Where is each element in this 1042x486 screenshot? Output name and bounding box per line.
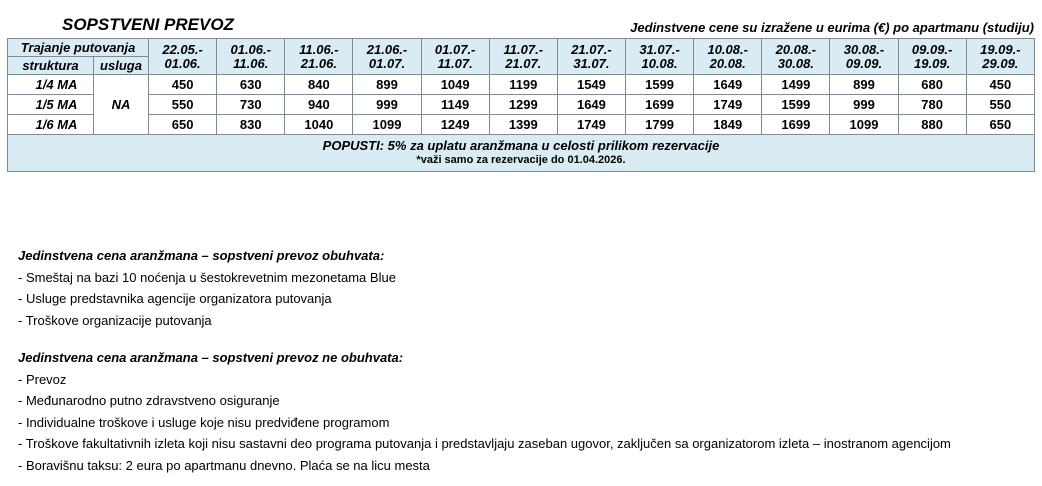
list-item: - Troškove fakultativnih izleta koji nisu sastavni deo programa putovanja i predstavljaju zaseban ugovor, zaključen sa organizatorom izleta – inostranom agencijom	[18, 436, 951, 451]
period-header: 22.05.- 01.06.	[149, 39, 217, 75]
table-row	[8, 115, 1035, 135]
price-cell: 1699	[626, 95, 694, 115]
price-cell: 1099	[353, 115, 421, 135]
period-header: 20.08.- 30.08.	[762, 39, 830, 75]
price-cell: 1849	[694, 115, 762, 135]
price-cell: 940	[285, 95, 353, 115]
discount-text: POPUSTI: 5% za uplatu aranžmana u celosti prilikom rezervacije	[322, 138, 720, 153]
price-cell: 1549	[557, 75, 625, 95]
discount-note: *važi samo za rezervacije do 01.04.2026.	[416, 154, 626, 166]
price-cell: 730	[217, 95, 285, 115]
price-note: Jedinstvene cene su izražene u eurima (€) po apartmanu (studiju)	[630, 20, 1034, 35]
list-item: - Boravišnu taksu: 2 eura po apartmanu dnevno. Plaća se na licu mesta	[18, 457, 430, 473]
price-cell: 780	[898, 95, 966, 115]
list-item: - Međunarodno putno zdravstveno osiguranje	[18, 393, 280, 408]
list-item: - Usluge predstavnika agencije organizatora putovanja	[18, 291, 332, 306]
list-item: - Prevoz	[18, 371, 67, 387]
price-cell: 1040	[285, 115, 353, 135]
period-header: 21.07.- 31.07.	[557, 39, 625, 75]
price-cell: 450	[149, 75, 217, 95]
period-header: 19.09.- 29.09.	[966, 39, 1034, 75]
price-cell: 840	[285, 75, 353, 95]
price-table	[7, 38, 1035, 172]
price-cell: 450	[966, 75, 1034, 95]
period-header: 11.06.- 21.06.	[285, 39, 353, 75]
price-cell: 1199	[489, 75, 557, 95]
price-cell: 1149	[421, 95, 489, 115]
period-header: 11.07.- 21.07.	[489, 39, 557, 75]
price-cell: 999	[830, 95, 898, 115]
list-item: - Individualne troškove i usluge koje nisu predviđene programom	[18, 414, 390, 430]
price-cell: 1699	[762, 115, 830, 135]
price-cell: 1299	[489, 95, 557, 115]
service-value: NA	[94, 75, 149, 135]
price-cell: 1749	[694, 95, 762, 115]
service-label: usluga	[94, 57, 149, 75]
structure-label: struktura	[8, 57, 94, 75]
price-cell: 1399	[489, 115, 557, 135]
table-row	[8, 75, 1035, 95]
list-item: - Smeštaj na bazi 10 noćenja u šestokrevetnim mezonetama Blue	[18, 269, 396, 285]
table-row	[8, 95, 1035, 115]
excludes-section	[18, 347, 951, 476]
price-cell: 1499	[762, 75, 830, 95]
price-cell: 830	[217, 115, 285, 135]
includes-section	[18, 245, 396, 331]
period-header: 31.07.- 10.08.	[626, 39, 694, 75]
price-cell: 880	[898, 115, 966, 135]
price-cell: 550	[966, 95, 1034, 115]
room-type: 1/5 MA	[8, 95, 94, 115]
period-header: 01.07.- 11.07.	[421, 39, 489, 75]
price-cell: 1649	[557, 95, 625, 115]
period-header: 09.09.- 19.09.	[898, 39, 966, 75]
price-cell: 1049	[421, 75, 489, 95]
period-header: 30.08.- 09.09.	[830, 39, 898, 75]
duration-label: Trajanje putovanja	[8, 39, 149, 57]
period-header: 10.08.- 20.08.	[694, 39, 762, 75]
room-type: 1/6 MA	[8, 115, 94, 135]
price-cell: 1099	[830, 115, 898, 135]
price-cell: 999	[353, 95, 421, 115]
page-title: SOPSTVENI PREVOZ	[62, 15, 234, 34]
period-header: 01.06.- 11.06.	[217, 39, 285, 75]
room-type: 1/4 MA	[8, 75, 94, 95]
excludes-heading: Jedinstvena cena aranžmana – sopstveni prevoz ne obuhvata:	[18, 350, 404, 365]
period-header: 21.06.- 01.07.	[353, 39, 421, 75]
price-cell: 680	[898, 75, 966, 95]
price-cell: 1599	[762, 95, 830, 115]
price-cell: 899	[830, 75, 898, 95]
list-item: - Troškove organizacije putovanja	[18, 312, 212, 328]
price-cell: 650	[966, 115, 1034, 135]
price-cell: 1649	[694, 75, 762, 95]
price-cell: 630	[217, 75, 285, 95]
price-cell: 650	[149, 115, 217, 135]
price-cell: 1749	[557, 115, 625, 135]
price-cell: 1599	[626, 75, 694, 95]
discount-banner	[8, 135, 1035, 172]
price-cell: 550	[149, 95, 217, 115]
includes-heading: Jedinstvena cena aranžmana – sopstveni prevoz obuhvata:	[18, 248, 385, 263]
price-cell: 1799	[626, 115, 694, 135]
price-cell: 899	[353, 75, 421, 95]
price-cell: 1249	[421, 115, 489, 135]
